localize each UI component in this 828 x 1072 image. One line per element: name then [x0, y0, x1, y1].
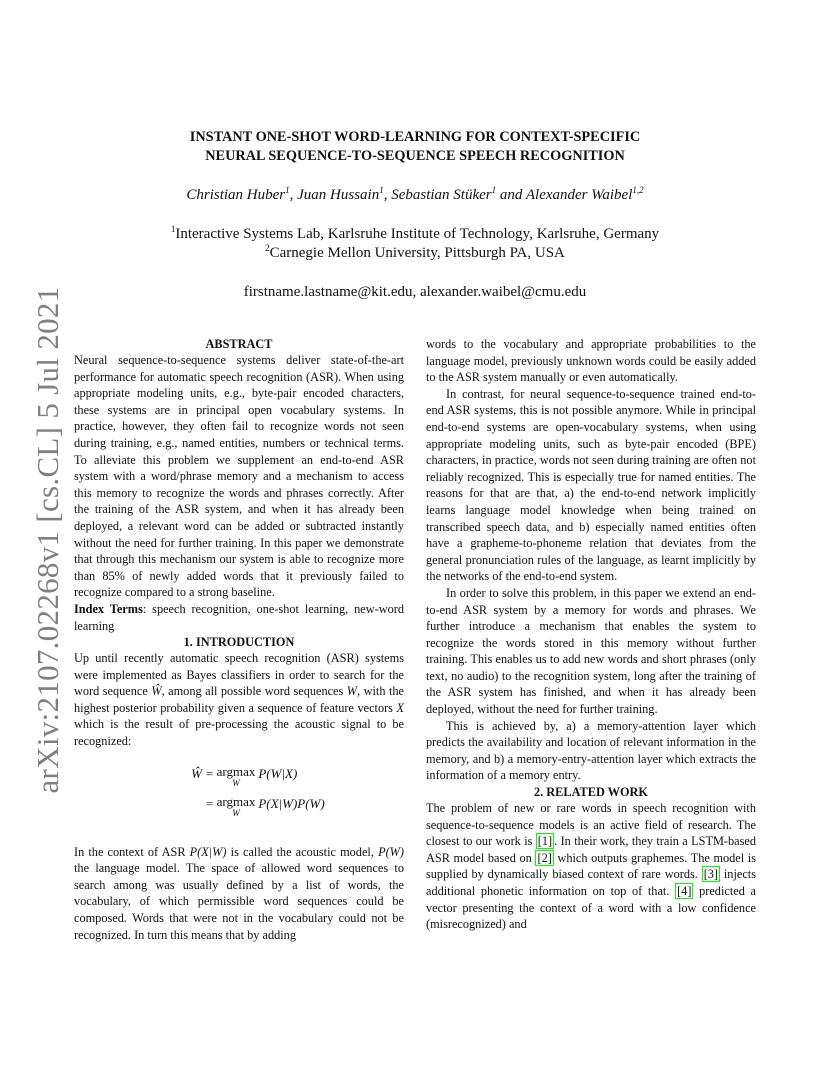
affil-mark: 1 [170, 224, 176, 234]
author-separator: , [383, 187, 392, 203]
citation-link[interactable]: [3] [703, 867, 719, 882]
paper-title [100, 128, 730, 166]
argmax-subscript: W [232, 807, 240, 818]
text-run: The problem of new or rare words in speech recognition with sequence-to-sequence models is an active field of research. The closest to our work is [426, 801, 756, 849]
author-affil-mark: 1 [285, 185, 290, 195]
intro-paragraph-3: words to the vocabulary and appropriate probabilities to the language model, previously unknown words could be easily added to the ASR system manually or even automatically. [426, 337, 756, 385]
intro-paragraph-2 [74, 844, 404, 944]
related-work-paragraph [426, 800, 756, 933]
citation-link[interactable]: [2] [537, 850, 552, 865]
arxiv-identifier: arXiv:2107.02268v1 [cs.CL] 5 Jul 2021 [30, 286, 65, 794]
text-run: which is the result of pre-processing the acoustic signal to be recognized: [74, 717, 404, 749]
argmax-subscript: W [232, 777, 240, 788]
equation-row-1 [74, 763, 404, 796]
author-name: Sebastian Stüker [391, 187, 492, 203]
author-emails: firstname.lastname@kit.edu, alexander.waibel@cmu.edu [243, 284, 587, 300]
index-terms-text: : speech recognition, one-shot learning, new-word learning [74, 601, 404, 633]
affil-text: Carnegie Mellon University, Pittsburgh PA, USA [269, 245, 565, 261]
text-run: injects additional phonetic information on top of that. [426, 867, 756, 898]
math-symbol: W [346, 684, 358, 699]
left-column [74, 336, 404, 943]
equation-row-2 [74, 793, 404, 826]
affiliations [100, 225, 730, 263]
author-name: Christian Huber [186, 187, 286, 203]
equals-sign: = [206, 765, 217, 781]
author-name: Alexander Waibel [525, 187, 633, 203]
title-line-1: INSTANT ONE-SHOT WORD-LEARNING FOR CONTEXT-SPECIFIC [189, 129, 641, 145]
author-affil-mark: 1 [379, 185, 384, 195]
text-run: In the context of ASR [74, 844, 190, 859]
equation-lhs: Ŵ [191, 765, 202, 781]
bayes-equation [74, 763, 404, 826]
text-run: which outputs graphemes. The model is supplied by dynamically biased context of rare words. [426, 850, 757, 882]
argmax-operator [216, 763, 256, 788]
affil-mark: 2 [265, 243, 270, 253]
math-symbol: X [396, 700, 404, 715]
related-work-heading: 2. RELATED WORK [534, 785, 648, 800]
citation-link[interactable]: [4] [677, 884, 692, 898]
intro-heading: 1. INTRODUCTION [183, 635, 295, 650]
math-expression: P(W) [378, 844, 405, 859]
author-affil-mark: 1 [491, 185, 497, 195]
text-run: Up until recently automatic speech recognition (ASR) systems were implemented as Bayes classifiers in order to search for the word sequence [74, 651, 404, 699]
math-symbol: Ŵ [151, 684, 162, 699]
argmax-label: argmax [216, 763, 256, 779]
text-run: the language model. The space of allowed word sequences to search among was usually defined by a list of words, the vocabulary, of which permissible word sequences could be composed. Words that were not in the vocabulary could not be recognized. In turn this means that by adding [74, 861, 404, 942]
right-column [426, 336, 756, 933]
argmax-label: argmax [216, 793, 256, 809]
text-run: . In their work, they train a LSTM-based ASR model based on [426, 834, 756, 865]
math-expression: P(X|W) [189, 844, 227, 859]
text-run: predicted a vector presenting the context of a word with a low confidence (misrecognized) and [426, 884, 756, 932]
equation-rhs-1: P(W|X) [258, 765, 298, 781]
intro-paragraph-1 [74, 650, 404, 750]
text-run: , among all possible word sequences [161, 684, 347, 699]
author-affil-mark: 1,2 [632, 185, 644, 195]
equation-rhs-2: P(X|W)P(W) [258, 795, 325, 811]
author-separator: , [289, 187, 298, 203]
author-list [100, 185, 730, 205]
index-terms-label: Index Terms [74, 601, 143, 616]
index-terms [74, 601, 404, 634]
intro-paragraph-4: In contrast, for neural sequence-to-sequence trained end-to-end ASR systems, this is not possible anymore. While in principal end-to-end systems are open-vocabulary systems, when using appropriate modeling units, such as byte-pair encoded (BPE) characters, in practice, words not seen during training are often not reliably recognized. This is especially true for named entities. The reasons for that are that, a) the end-to-end network implicitly learns language model knowledge when being trained on transcribed speech data, and b) especially named entities often have a grapheme-to-phoneme relation that deviates from the general pronunciation rules of the language, as learnt implicitly by the networks of the end-to-end system. [426, 386, 756, 584]
author-name: Juan Hussain [297, 187, 380, 203]
argmax-operator [216, 793, 256, 818]
abstract-heading: ABSTRACT [205, 337, 273, 351]
intro-paragraph-6: This is achieved by, a) a memory-attention layer which predicts the availability and location of relevant information in the memory, and b) a memory-entry-attention layer which extracts the information of a memory entry. [426, 718, 756, 783]
text-run: is called the acoustic model, [226, 844, 379, 859]
affiliation-2 [100, 244, 730, 263]
citation-link[interactable]: [1] [537, 834, 553, 849]
affil-text: Interactive Systems Lab, Karlsruhe Institute of Technology, Karlsruhe, Germany [175, 226, 660, 242]
abstract-text: Neural sequence-to-sequence systems deliver state-of-the-art performance for automatic speech recognition (ASR). When using appropriate modeling units, e.g., byte-pair encoded characters, these systems are in principal open vocabulary systems. In practice, however, they often fail to recognize words not seen during training, e.g., named entities, numbers or technical terms. To alleviate this problem we supplement an end-to-end ASR system with a word/phrase memory and a mechanism to access this memory to recognize the words and phrases correctly. After the training of the ASR system, and when it has already been deployed, a relevant word can be added or subtracted instantly without the need for further training. In this paper we demonstrate that through this mechanism our system is able to recognize more than 85% of newly added words that it previously failed to recognize compared to a strong baseline. [74, 353, 404, 600]
text-run: , with the highest posterior probability given a sequence of feature vectors [74, 684, 404, 715]
author-separator: and [496, 187, 526, 203]
intro-paragraph-5: In order to solve this problem, in this paper we extend an end-to-end ASR system by a memory for words and phrases. We further introduce a mechanism that enables the system to recognize the words stored in this memory without further training. This enables us to add new words and short phrases (only text, no audio) to the recognition system, long after the training of the ASR system has finished, and when it has already been deployed, without the need for further training. [426, 585, 756, 717]
title-line-2: NEURAL SEQUENCE-TO-SEQUENCE SPEECH RECOGNITION [205, 148, 625, 164]
affiliation-1 [100, 225, 730, 244]
equals-sign: = [206, 795, 217, 811]
